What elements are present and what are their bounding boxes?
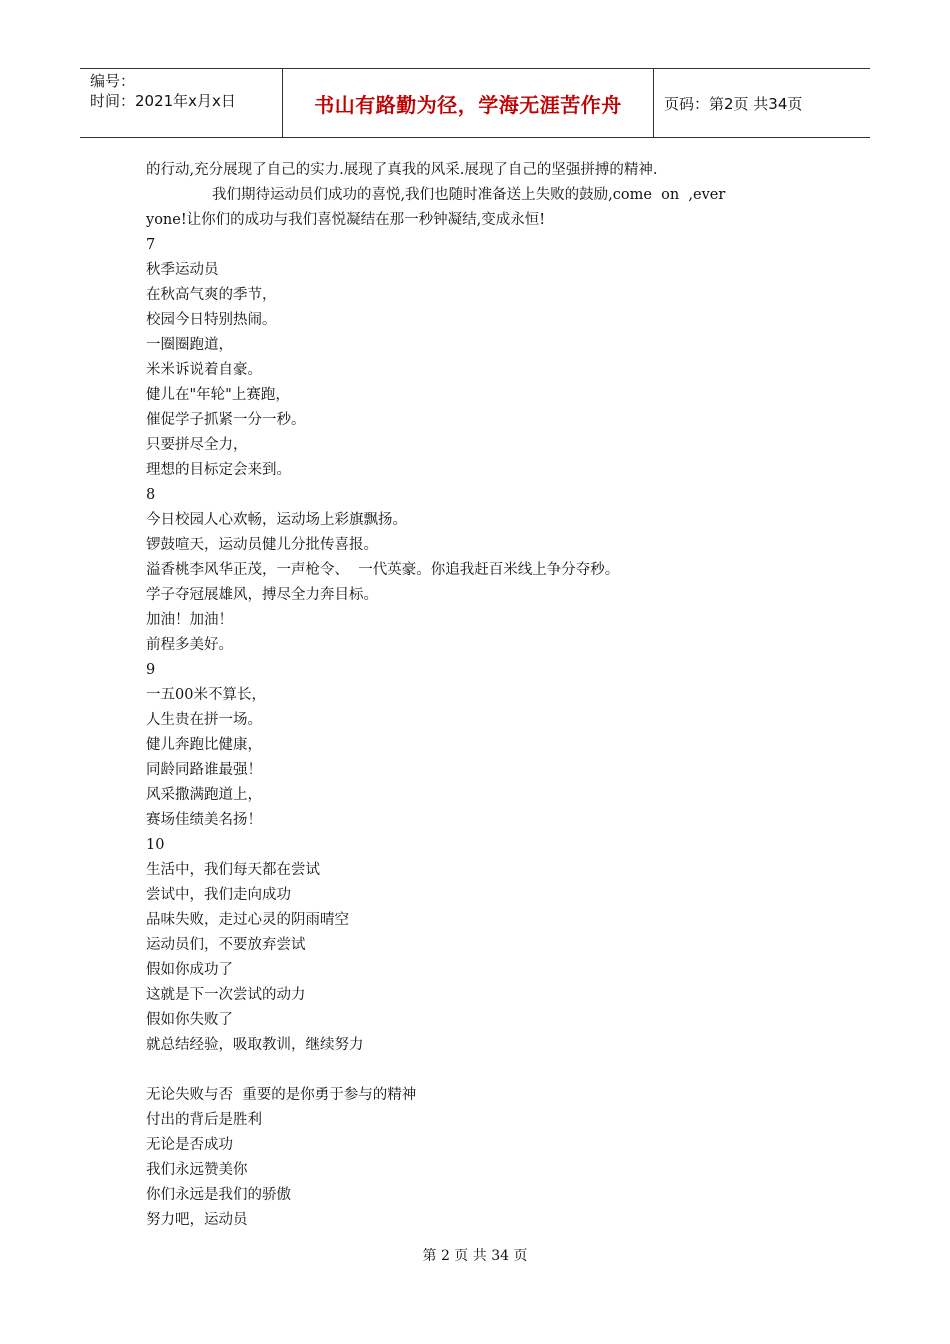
poem-line: 运动员们，不要放弃尝试 <box>146 937 306 953</box>
poem-line: 假如你失败了 <box>146 1012 233 1028</box>
paragraph-line: 的行动,充分展现了自己的实力.展现了真我的风采.展现了自己的坚强拼搏的精神. <box>146 162 658 178</box>
poem-line: 这就是下一次尝试的动力 <box>146 987 306 1003</box>
poem-line: 加油！加油！ <box>146 612 233 628</box>
poem-title: 秋季运动员 <box>146 262 219 278</box>
poem-line: 健儿在"年轮"上赛跑， <box>146 387 290 403</box>
header-motto-cell <box>282 69 654 137</box>
number-label: 编号： <box>90 72 136 90</box>
poem-line: 校园今日特别热闹。 <box>146 312 277 328</box>
poem-line: 我们永远赞美你 <box>146 1162 248 1178</box>
poem-line: 催促学子抓紧一分一秒。 <box>146 412 306 428</box>
poem-line: 在秋高气爽的季节， <box>146 287 277 303</box>
poem-line: 前程多美好。 <box>146 637 233 653</box>
poem-line: 健儿奔跑比健康， <box>146 737 262 753</box>
poem-line: 风采撒满跑道上， <box>146 787 262 803</box>
poem-line: 品味失败，走过心灵的阴雨晴空 <box>146 912 349 928</box>
poem-line: 生活中，我们每天都在尝试 <box>146 862 320 878</box>
section-number: 8 <box>146 487 156 503</box>
header-table <box>80 68 870 138</box>
poem-line: 溢香桃李风华正茂，一声枪令、 一代英豪。你追我赶百米线上争分夺秒。 <box>146 562 620 578</box>
section-number: 7 <box>146 237 156 253</box>
poem-line: 无论是否成功 <box>146 1137 233 1153</box>
poem-line: 锣鼓喧天，运动员健儿分批传喜报。 <box>146 537 378 553</box>
poem-line: 就总结经验，吸取教训，继续努力 <box>146 1037 364 1053</box>
poem-line: 学子夺冠展雄风，搏尽全力奔目标。 <box>146 587 378 603</box>
section-number: 9 <box>146 662 156 678</box>
header-page-cell <box>654 69 870 137</box>
page-info: 页码：第2页 共34页 <box>664 94 803 113</box>
poem-line: 人生贵在拼一场。 <box>146 712 262 728</box>
paragraph-line: yone!让你们的成功与我们喜悦凝结在那一秒钟凝结,变成永恒! <box>146 212 546 228</box>
poem-line: 赛场佳绩美名扬！ <box>146 812 262 828</box>
poem-line: 一圈圈跑道， <box>146 337 233 353</box>
poem-line: 努力吧，运动员 <box>146 1212 248 1228</box>
poem-line: 一五00米不算长， <box>146 687 266 703</box>
header-meta <box>80 69 282 137</box>
poem-line: 尝试中，我们走向成功 <box>146 887 291 903</box>
poem-line: 同龄同路谁最强！ <box>146 762 262 778</box>
footer-page-number: 第 2 页 共 34 页 <box>422 1248 528 1264</box>
poem-line: 米米诉说着自豪。 <box>146 362 262 378</box>
page-footer <box>0 1245 950 1265</box>
document-body <box>146 158 826 1233</box>
poem-line: 今日校园人心欢畅，运动场上彩旗飘扬。 <box>146 512 407 528</box>
poem-line: 你们永远是我们的骄傲 <box>146 1187 291 1203</box>
blank-line <box>146 1058 826 1083</box>
section-number: 10 <box>146 837 165 853</box>
poem-line: 只要拼尽全力， <box>146 437 248 453</box>
paragraph-line: 我们期待运动员们成功的喜悦,我们也随时准备送上失败的鼓励,come on ,ever <box>212 187 726 203</box>
poem-line: 无论失败与否 重要的是你勇于参与的精神 <box>146 1087 417 1103</box>
poem-line: 假如你成功了 <box>146 962 233 978</box>
poem-line: 付出的背后是胜利 <box>146 1112 262 1128</box>
date-label: 时间：2021年x月x日 <box>90 92 236 110</box>
motto-text: 书山有路勤为径，学海无涯苦作舟 <box>314 92 622 117</box>
poem-line: 理想的目标定会来到。 <box>146 462 291 478</box>
